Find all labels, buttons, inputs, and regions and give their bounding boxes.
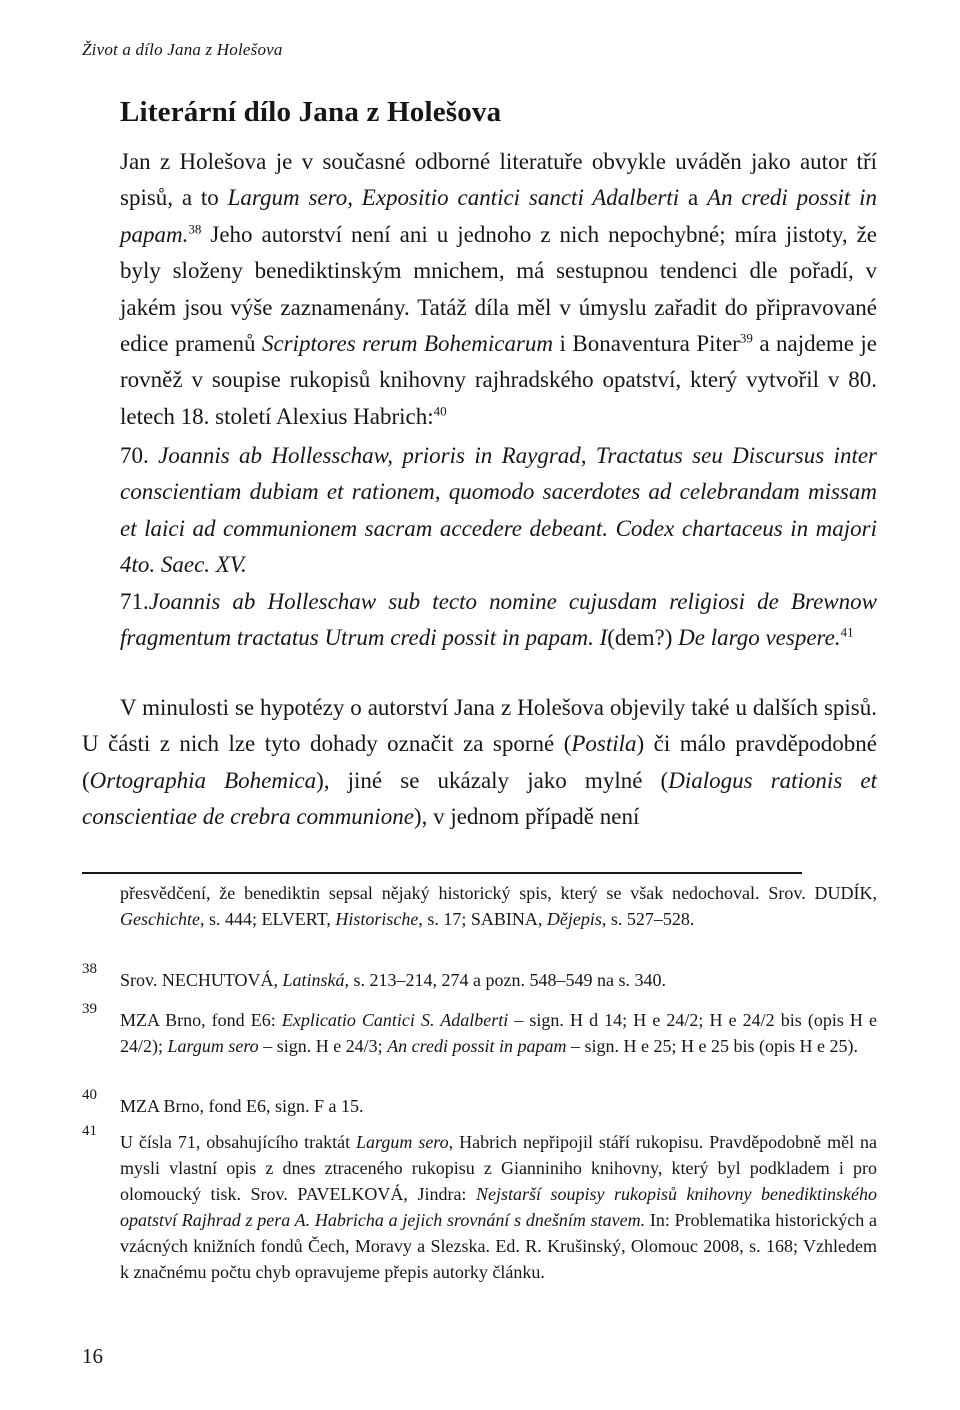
work-title: Postila xyxy=(571,731,637,757)
text: Srov. NECHUTOVÁ, xyxy=(120,970,283,990)
paragraph-intro xyxy=(120,144,877,435)
entry-number: 71. xyxy=(120,588,149,614)
footnote-ref-40[interactable]: 40 xyxy=(433,403,447,419)
entry-text: Joannis ab Hollesschaw, prioris in Raygrad, Tractatus seu Discursus inter conscientiam dubiam et rationem, quomodo sacerdotes ad celebrandam missam et laici ad communionem sacram accedere debeant. Codex chartaceus in majori 4to. Saec. XV. xyxy=(120,443,877,578)
work-title: Latinská xyxy=(282,970,345,990)
work-title: An credi possit in papam xyxy=(387,1036,567,1056)
work-title: An credi possit in papam. xyxy=(120,185,878,247)
footnote-continuation xyxy=(120,880,877,932)
text: Jan z Holešova je v současné odborné literatuře obvykle uváděn jako autor tří spisů, a to xyxy=(120,149,877,211)
footnote-number-38: 38 xyxy=(82,961,97,977)
text: – sign. H e 25; H e 25 bis (opis H e 25). xyxy=(566,1036,858,1056)
work-title: Nejstarší soupisy rukopisů knihovny benediktinského opatství Rajhrad z pera A. Habricha a jejich srovnání s dnešním stavem. xyxy=(120,1184,877,1230)
text: , s. 527–528. xyxy=(601,909,695,929)
paragraph-hypotheses xyxy=(82,690,877,836)
catalog-quote xyxy=(120,438,877,656)
entry-text: Joannis ab Holleschaw sub tecto nomine cujusdam religiosi de Brewnow fragmentum tractatus Utrum credi possit in papam. I xyxy=(120,588,877,651)
text: Jeho autorství není ani u jednoho z nich nepochybné; míra jistoty, že byly složeny benediktinským mnichem, má sestupnou tendenci dle pořadí, v jakém jsou výše zaznamenány. Tatáž díla měl v úmyslu zařadit do připravované edice pramenů xyxy=(120,221,877,357)
text: In: Problematika historických a vzácných knižních fondů Čech, Moravy a Slezska. Ed. R. Krušinský, Olomouc 2008, s. 168; Vzhledem k značnému počtu chyb opravujeme přepis autorky článku. xyxy=(120,1210,877,1282)
text: a xyxy=(679,185,708,211)
text: – sign. H e 24/3; xyxy=(258,1036,388,1056)
text: , s. 17; SABINA, xyxy=(418,909,547,929)
running-head: Život a dílo Jana z Holešova xyxy=(82,40,283,59)
work-title: Dialogus rationis et conscientiae de crebra communione xyxy=(82,767,878,830)
work-title: Ortographia Bohemica xyxy=(89,767,317,793)
entry-text: (dem?) xyxy=(607,625,679,651)
text: přesvědčení, že benediktin sepsal nějaký historický spis, který se však nedochoval. Srov. DUDÍK, xyxy=(120,883,877,903)
text: , Habrich nepřipojil stáří rukopisu. Pravděpodobně měl na mysli vlastní opis z dnes ztraceného rukopisu z Gianniniho knihovny, který byl podkladem i pro olomoucký tisk. Srov. PAVELKOVÁ, Jindra: xyxy=(120,1132,877,1204)
catalog-entry-71 xyxy=(120,584,877,657)
entry-number: 70. xyxy=(120,443,159,468)
section-title: Literární dílo Jana z Holešova xyxy=(120,96,502,128)
work-title: Historische xyxy=(335,909,419,929)
catalog-entry-70 xyxy=(120,438,877,584)
footnote-ref-38[interactable]: 38 xyxy=(188,221,202,237)
text: ) či málo pravděpodobné ( xyxy=(82,731,877,793)
page-number: 16 xyxy=(82,1344,103,1368)
text: a najdeme je rovněž v soupise rukopisů knihovny rajhradského opatství, který vytvořil v 80. letech 18. století Alexius Habrich: xyxy=(120,331,877,429)
work-title: Geschichte xyxy=(120,909,200,929)
footnote-number-39: 39 xyxy=(82,1001,97,1017)
footnote-38 xyxy=(120,967,877,993)
footnote-41 xyxy=(120,1129,877,1285)
footnote-number-41: 41 xyxy=(82,1123,97,1139)
work-title: Dějepis xyxy=(546,909,602,929)
text: , s. 213–214, 274 a pozn. 548–549 na s. 340. xyxy=(344,970,667,990)
text: MZA Brno, fond E6: xyxy=(120,1010,282,1030)
edition-title: Scriptores rerum Bohemicarum xyxy=(261,331,554,357)
text: U čísla 71, obsahujícího traktát xyxy=(120,1132,357,1152)
work-title: Largum sero, Expositio cantici sancti Adalberti xyxy=(227,185,680,211)
footnote-ref-39[interactable]: 39 xyxy=(739,330,753,346)
work-title: Largum sero xyxy=(356,1132,449,1152)
work-title: Largum sero xyxy=(167,1036,259,1056)
entry-text: De largo vespere. xyxy=(678,625,841,651)
footnote-divider xyxy=(82,872,802,874)
text: i Bonaventura Piter xyxy=(553,331,740,357)
text: V minulosti se hypotézy o autorství Jana z Holešova objevily také u dalších spisů. U části z nich lze tyto dohady označit za sporné ( xyxy=(82,695,877,757)
footnote-39 xyxy=(120,1007,877,1059)
text: MZA Brno, fond E6, sign. F a 15. xyxy=(120,1096,364,1116)
text: ), v jednom případě není xyxy=(413,804,640,830)
text: – sign. H d 14; H e 24/2; H e 24/2 bis (opis H e 24/2); xyxy=(120,1010,877,1056)
work-title: Explicatio Cantici S. Adalberti xyxy=(281,1010,509,1030)
footnote-40 xyxy=(120,1093,877,1119)
text: , s. 444; ELVERT, xyxy=(199,909,336,929)
footnote-ref-41[interactable]: 41 xyxy=(840,624,854,640)
footnote-number-40: 40 xyxy=(82,1087,97,1103)
text: ), jiné se ukázaly jako mylné ( xyxy=(316,767,669,793)
